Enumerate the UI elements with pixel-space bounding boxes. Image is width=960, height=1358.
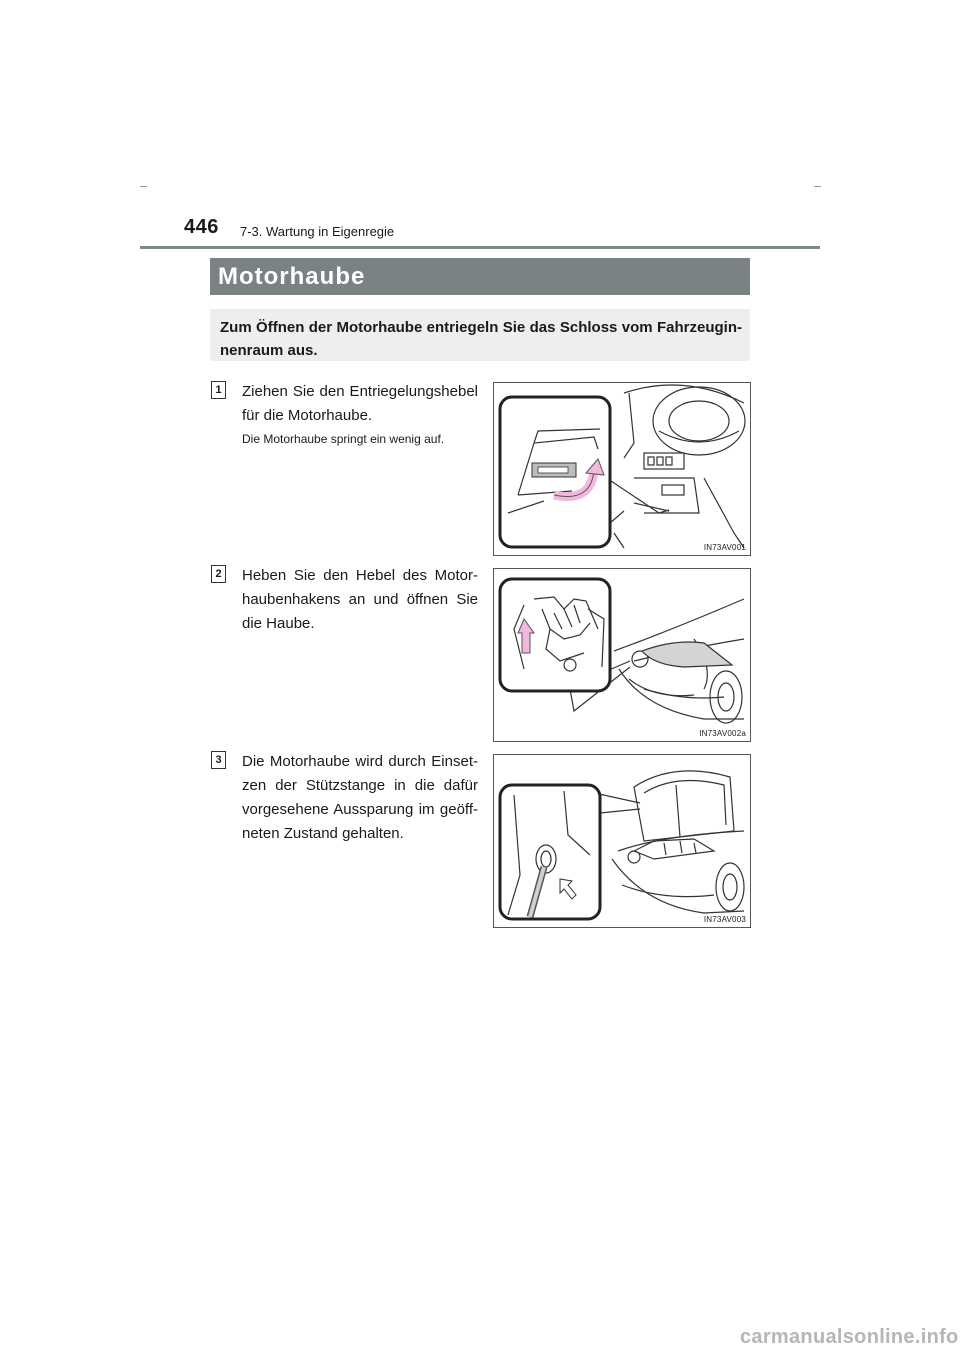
- crop-mark-right: [814, 186, 821, 187]
- header-divider: [140, 246, 820, 249]
- crop-mark-left: [140, 186, 147, 187]
- step-3-number: 3: [211, 751, 226, 769]
- step-1-note: Die Motorhaube springt ein wenig auf.: [242, 432, 445, 446]
- intro-box: [210, 309, 750, 361]
- step-1-text: Ziehen Sie den Entriegelungshebel für die Motorhaube.: [242, 383, 478, 424]
- figure-hood-hook-lever: [493, 568, 751, 742]
- figure-code: IN73AV003: [703, 915, 746, 924]
- figure-code: IN73AV001: [703, 543, 746, 552]
- figure-hood-release-lever: [493, 382, 751, 556]
- page-number: 446: [184, 216, 219, 238]
- step-1-number: 1: [211, 381, 226, 399]
- intro-text: Zum Öffnen der Motorhaube entriegeln Sie das Schloss vom Fahrzeuginnenraum aus.: [220, 319, 742, 359]
- step-2-text: Heben Sie den Hebel des Motorhaubenhakens an und öffnen Sie die Haube.: [242, 567, 478, 632]
- step-3-text: Die Motorhaube wird durch Einsetzen der Stützstange in die dafür vorgesehene Aussparung im geöffneten Zustand gehalten.: [242, 753, 478, 842]
- section-title-bar: [210, 258, 750, 295]
- hood-hook-illustration: [494, 569, 750, 741]
- hood-release-illustration: [494, 383, 750, 555]
- section-title: Motorhaube: [218, 263, 366, 290]
- support-rod-illustration: [494, 755, 750, 927]
- figure-code: IN73AV002a: [699, 729, 746, 738]
- step-2-number: 2: [211, 565, 226, 583]
- watermark-logo: carmanualsonline.info: [740, 1326, 959, 1348]
- chapter-title: 7-3. Wartung in Eigenregie: [240, 224, 395, 239]
- figure-hood-support-rod: [493, 754, 751, 928]
